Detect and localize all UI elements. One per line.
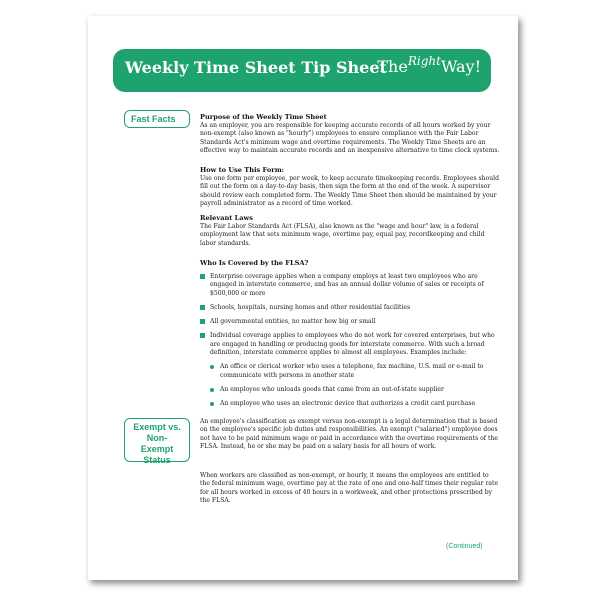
- purpose-heading: Purpose of the Weekly Time Sheet: [200, 113, 327, 121]
- brand-logo: The$^{Right}$Way!: [377, 54, 481, 76]
- exempt-para-1: An employee's classification as exempt versus non-exempt is a legal determination that is based on the employee's specific job duties and responsibilities. An exempt ("salaried") employee does not have to be paid minimum wage or paid in accordance with the overtime requirements of the FLSA. Instead, he or she may be paid on a salary basis for all hours of work.: [200, 418, 498, 450]
- exempt-section-2: [200, 472, 500, 505]
- exempt-section: [200, 418, 500, 451]
- laws-heading: Relevant Laws: [200, 214, 253, 222]
- continued-note: (Continued): [446, 543, 483, 550]
- howto-text: Use one form per employee, per week, to keep accurate timekeeping records. Employees should fill out the form on a day-to-day basis, then sign the form at the end of the week. A supervisor should review each completed form. The Weekly Time Sheet then should be maintained by your payroll administrator as a record of time worked.: [200, 175, 500, 207]
- howto-section: [200, 166, 500, 208]
- sub-list-item: An office or clerical worker who uses a telephone, fax machine, U.S. mail or e-mail to communicate with persons in another state: [200, 363, 500, 380]
- laws-text: The Fair Labor Standards Act (FLSA), also known as the "wage and hour" law, is a federal employment law that sets minimum wage, overtime pay, equal pay, recordkeeping and child labor standards.: [200, 223, 485, 247]
- list-item: Individual coverage applies to employees who do not work for covered enterprises, but who are engaged in handling or producing goods for interstate commerce. With such a broad definition, interstate commerce applies to almost all employees. Examples include:: [200, 332, 500, 357]
- list-item: All governmental entities, no matter how big or small: [200, 318, 500, 326]
- fast-facts-label: Fast Facts: [124, 110, 190, 128]
- list-item: Schools, hospitals, nursing homes and other residential facilities: [200, 304, 500, 312]
- exempt-para-2: When workers are classified as non-exempt, or hourly, it means the employees are entitled to the federal minimum wage, overtime pay at the rate of one and one-half times their regular rate for all hours worked in excess of 40 hours in a workweek, and other protections prescribed by the FLSA.: [200, 472, 499, 504]
- document-title: Weekly Time Sheet Tip Sheet: [125, 58, 387, 77]
- sub-list-item: An employee who unloads goods that came from an out-of-state supplier: [200, 386, 500, 394]
- header-banner: [113, 49, 491, 92]
- laws-section: [200, 214, 500, 248]
- howto-heading: How to Use This Form:: [200, 166, 285, 174]
- covered-heading: Who Is Covered by the FLSA?: [200, 259, 309, 267]
- exempt-label: Exempt vs. Non-Exempt Status: [124, 418, 190, 462]
- list-item: Enterprise coverage applies when a company employs at least two employees who are engaged in interstate commerce, and has an annual dollar volume of sales or receipts of $500,000 or more: [200, 273, 500, 298]
- purpose-section: [200, 113, 500, 155]
- covered-section: [200, 259, 500, 409]
- purpose-text: As an employer, you are responsible for keeping accurate records of all hours worked by your non-exempt (also known as "hourly") employees to ensure compliance with the Fair Labor Standards Act's minimum wage and overtime requirements. The Weekly Time Sheets are an effective way to maintain accurate records and an inexpensive alternative to time clock systems.: [200, 122, 500, 154]
- sub-list-item: An employee who uses an electronic device that authorizes a credit card purchase: [200, 400, 500, 408]
